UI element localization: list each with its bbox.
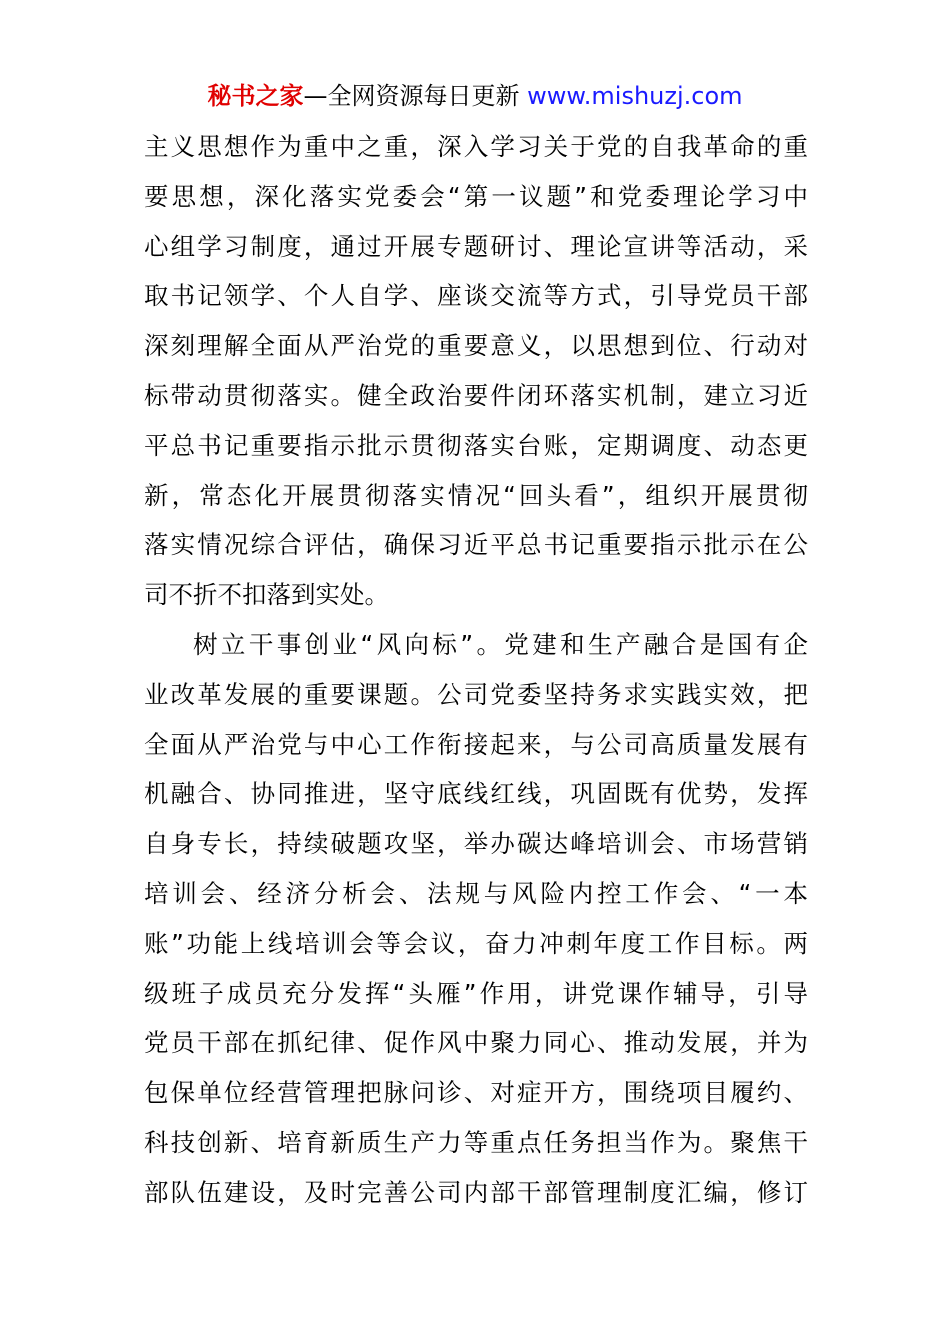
text-line: 主义思想作为重中之重，深入学习关于党的自我革命的重 xyxy=(144,132,808,161)
text-line: 标带动贯彻落实。健全政治要件闭环落实机制，建立习近 xyxy=(144,380,808,410)
text-line: 培训会、经济分析会、法规与风险内控工作会、“一本 xyxy=(144,878,808,908)
text-line: 新，常态化开展贯彻落实情况“回头看”，组织开展贯彻 xyxy=(144,480,808,510)
text-line: 心组学习制度，通过开展专题研讨、理论宣讲等活动，采 xyxy=(144,231,808,261)
text-line: 落实情况综合评估，确保习近平总书记重要指示批示在公 xyxy=(144,530,808,560)
site-url-link[interactable]: www.mishuzj.com xyxy=(527,82,743,110)
document-body xyxy=(144,122,808,1218)
text-line: 自身专长，持续破题攻坚，举办碳达峰培训会、市场营销 xyxy=(144,829,808,859)
site-tagline: —全网资源每日更新 xyxy=(303,82,528,110)
text-line: 深刻理解全面从严治党的重要意义，以思想到位、行动对 xyxy=(144,331,808,361)
text-line: 平总书记重要指示批示贯彻落实台账，定期调度、动态更 xyxy=(144,430,808,460)
text-line: 机融合、协同推进，坚守底线红线，巩固既有优势，发挥 xyxy=(144,779,808,809)
page-header xyxy=(0,80,950,112)
text-line: 要思想，深化落实党委会“第一议题”和党委理论学习中 xyxy=(144,181,808,211)
paragraph-2 xyxy=(144,620,808,1218)
text-line: 司不折不扣落到实处。 xyxy=(144,580,389,610)
text-line: 党员干部在抓纪律、促作风中聚力同心、推动发展，并为 xyxy=(144,1028,808,1058)
text-line: 部队伍建设，及时完善公司内部干部管理制度汇编，修订 xyxy=(144,1177,808,1207)
paragraph-1 xyxy=(144,122,808,620)
site-brand-name: 秘书之家 xyxy=(207,82,304,110)
text-line: 级班子成员充分发挥“头雁”作用，讲党课作辅导，引导 xyxy=(144,978,808,1008)
text-line: 树立干事创业“风向标”。党建和生产融合是国有企 xyxy=(193,629,808,659)
text-line: 包保单位经营管理把脉问诊、对症开方，围绕项目履约、 xyxy=(144,1078,808,1108)
text-line: 业改革发展的重要课题。公司党委坚持务求实践实效，把 xyxy=(144,679,808,709)
text-line: 账”功能上线培训会等会议，奋力冲刺年度工作目标。两 xyxy=(144,928,808,958)
text-line: 全面从严治党与中心工作衔接起来，与公司高质量发展有 xyxy=(144,729,808,759)
text-line: 科技创新、培育新质生产力等重点任务担当作为。聚焦干 xyxy=(144,1127,808,1157)
text-line: 取书记领学、个人自学、座谈交流等方式，引导党员干部 xyxy=(144,281,808,311)
